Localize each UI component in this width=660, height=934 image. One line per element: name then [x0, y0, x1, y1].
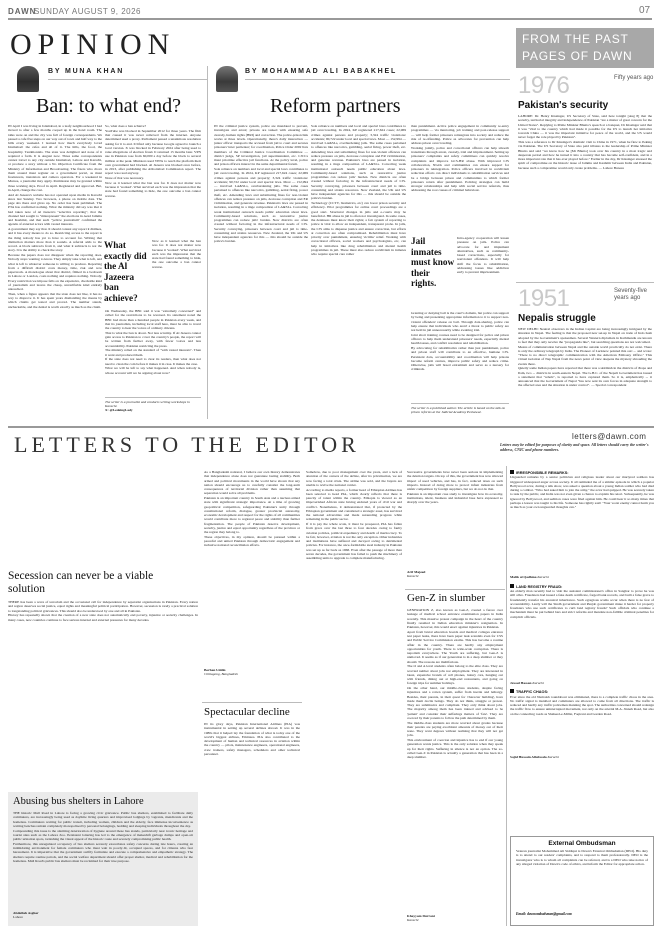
letters-title: LETTERS TO THE EDITOR [14, 432, 360, 457]
letter-bus-shelters-box [8, 792, 198, 926]
letters-divider [405, 589, 505, 590]
middle-sig-text: The writer is a published author. The article is based on the talk on prison reforms at the Judicial Academy Peshawar. [411, 406, 506, 415]
letter-genz-body: GENERATION Z, also known as Gen-Z, created a furore over leakage of medical school entrance examination papers in India recently. This massive protest campaign in the heart of the country finally resulted in Indian education minister's resignation. In Pakistan, however, this would enact against injustices in Pakistan. Apart from brutal education boards and medical colleges entrance test paper leaks, there have been paper leak scandals even for CSS and Public Service Commission exams. This has become a routine affair in the country. There are hardly any employment opportunities for youth. There is wide-scale corruption. There is nepotism everywhere. The Youth are suffering, but Gen-Z is unmoved. It seems as if our generation is in a deep slumber or they should. The reasons are multifarious. The O and A level students often belong to the elite class. They are worried neither about jobs nor employment. They are interested in latest, expensive brands of cell phones, luxury cars, hanging out with friends, dining out at high-end restaurants, and going on foreign trips for summer holidays. On the other hand, our middle-class students, despite facing injustices and a rotten system, suffer from inertia and lethargy. Besides, their parents, in their quest for 'character building', have made them docile beings. They do not think, struggle or protest. They are submissive and compliant. They only think about jobs. The majority among them has been trained and advised to be 'patient' and consider their sufferings matters of 'fate'. They are coerced by their parents to follow the path determined by them. The middle-class students are more worried about grades because their parents are paying exorbitant amounts of money out of their none. They want degrees without realising that they will not get jobs. This environment of coercion and injustice has to end if our young generation wants justice. This is the only solution when they speak up for their rights. Suffering in silence is not an option. The so-called Gen-Z in Pakistan is actually a generation that has been in a deep slumber. [407, 608, 503, 759]
left-headline: Ban: to what end? [36, 95, 181, 117]
left-article-col1: IN April I was living in Islamabad, in a leafy neighbourhood I had moved to after a few months cooped up in the hotel room. The talks were on and the city was full of foreign correspondents. We passed a cafe five steps on our way out of town and half way to the hills every weekend. I learned how much everybody loved Islamabad: the cafes and all of it. The hills, the food, the hospitality. Testimonials. The state was delighted and none of it required a form. It is August now. Three same correspondents cannot travel to any city outside Islamabad, Lahore and Karachi, or produce a story without a No Objection Certificate from the Ministry of Information and Broadcasting. The fixers who drove them around must register on a government portal, as must freelancers, translators and camera operators. For a weekend in Murree, a journalist may apply. Permission may be granted within three working days. Proof in April. Registered and approved. But, in April, change the cast. And Al Jazeera's website has not operated upon media in Karachi since last Sunday. Two browsers, a phone on mobile data. The page sits there and gives up. No order has been published. The PTA has confirmed nothing. What the ministry did say was that it had taken note of Al Jazeera's "selective reporting", that the channel had sought to "misrepresent" the elections in Azad Jammu and Kashmir, and that such "yellow journalism" confirmed the agenda of external actors with vested interests. A government may say that. It should contest any report it dislikes, and it has every means to do so. Restricting access to the report is the thing nobody has yet to have to account for. Writing that distinction matters more than it sounds. A referral adds to the record. A block subtracts from it, and what it subtracts is not the story. It is the ability to check the story. Because the papers does not disappear when the reporting does. Nobody stops wanting to know. They simply take what is left, and what is left is whatever someone is willing to produce. Reporting from a difficult district costs money, time, risk and now paperwork. A monologue about that district, filmed in a bedroom in Lahore or London, costs nothing and requires nothing. Nobody. Every restriction we impose falls on the expensive, checkable kind of journalism and leaves the cheap, unverifiable kind entirely untouched. Then, when a figure appears that the state does not like, it has no way to disprove it. It has spent years dismantling the means by which claims get tested and proved. The number stands, uncheckable, and the denial is worth exactly as much as the claim. [8, 124, 102, 309]
left-sig-handle: X: @LedeingLady [105, 408, 133, 413]
past-item-1-body: LAHORE: Dr. Henry Kissinger, US Secretary of State, said here tonight [Aug 8] that the security, territorial integrity and independence of Pakistan "are a matter of great concern for the United States". Replying to Prime Minister Bhutto's speech at a banquet, Dr Kissinger said that it was "vital to the country which had made it possible for the US to launch her initiative towards China — it was the important initiative for peace of the world, and the US would never forget the role played by Pakistan". This was a reference to Dr Kissinger's dramatic visit to China in 1971, when he flew to Peking via Pakistan. The US Secretary of State also paid tributes to the leadership of Prime Minister Bhutto and said "we know how he [Mr Bhutto] took over his country in a most tragic and desperate period and how he turned it into a country that has become self-confident, and in a more important role that it has ever played before." Earlier in the day, Dr Kissinger stressed the spirit of compromise on the historic issue of Jammu and Kashmir between India and Pakistan, because such a compromise would only create problems. — Lahore Bureau [518, 114, 652, 170]
left-article-col2-bottom: On Wednesday, the BBC said it was "extremely concerned" and called for the restrictions to be reversed. Its statement noted the BBC had more than a hundred people in Pakistan every week, and that its journalists, including local staff here, must be able to travel the country to hear the voices of ordinary citizens. That is what the ban is about. Not less scrutiny. If Al Jazeera cannot gain access to Pakistan to cover the country's people, the report will be written from further away, with fewer voices and less accountability. Pakistan restricting the press. The ministry relied on the standard of "with vested interests". Then it went and produced them. If the state does not need to clear its readers, then what does not need to clean the coin before it makes it in case. It makes the case. What we will be left to say what happened. And when nobody is, whose account will we be arguing about now? [105, 309, 201, 375]
letter-decline-col2: Somehow, due to poor management over the years, and a lack of attention of the owners of the airline, after its privatisation, we are now facing a total crisis. The airline was sold, and the buyers are unable to revive the national carrier. According to media reports, a former head of Ethiopian Airlines has been selected to head PIA, which clearly reflects that there is paucity of talent within the country. Ethiopia is viewed as an impoverished African state having endured years of civil war and conflict. Nonetheless, it demonstrated that, if protected by the Ethiopian government and considered a strategic asset, has survived the national adversities and made astounding progress while remaining in the public sector. If it is pay the whole scale, it must be prospered, PIA has fallen from grace over the last three to four decades owing to faulty aviation policies, political expediency and dearth of meritocracy. To be fair, however, aviation is not the only exception. Other industries and institutions have suffered and decayed owing to detrimental policies. For instance, the once-formidable steel industry in Pakistan was set up as far back as 1968. Even after the passage of more than seven decades, the government has failed to push the machinery of assembling units to upgrade to complete manufacturing. [306, 470, 402, 560]
masthead [0, 0, 660, 22]
left-article-col2-side: Now as it learned what the ban was for. It does not matter now because it 'worked'. What survived each was the impression that the state had found something to hide, the one outcome a ban cannot reverse. [152, 239, 201, 269]
past-pages-banner [516, 28, 654, 68]
short-letter-traffic: TRAFFIC CHAOS: Ever since the old Numaish roundabout was eliminated, there is a complete traffic chaos in the area. No traffic signal is installed and commuters are allowed to come from all directions. The traffic is reduced and hardly any traffic policemen manning the spot. The authorities concerned should redesign the traffic flow to ensure uninterrupted movement, not only on the arterial M.A. Jinnah Road, but also on the connecting roads as Shaheed-e-Millat, Faqirani and Garden Road. Sajid Hussain Allahwala Karachi [510, 690, 654, 759]
past-pages-title-1: FROM THE PAST [522, 32, 629, 46]
letter-genz [407, 592, 503, 928]
letter-decline-headline: Spectacular decline [204, 706, 290, 718]
middle-pull-quote [411, 236, 455, 306]
left-signature [105, 397, 201, 417]
left-article-col2-top: So, what does a ban achieve? YouTube was blocked in September 2012 for three years. The film that caused it was never removed from the internet. Anyone determined used a proxy. Parliament passed a unanimous resolution asking for it to end. It lifted only because Google agreed to launch a local version. X was blocked in February 2024 after being used to raise allegations of election fraud. It returned 15 months later. VPN use in Pakistan rose from 60,000 a day before the block to several million at the peak. Ministers used VPNs to reach the platform their own government had blocked. Al Jazeera was blocked once before, in 2013, after publishing the Abbottabad Commission report. The report was read anyway. None of that was necessary. Now as it learned what the ban was for. It does not matter now because it 'worked'. What survived each was the impression that the state had found something to hide, the one outcome a ban cannot reverse. [105, 124, 201, 198]
ombudsman-title: External Ombudsman [548, 840, 616, 847]
bullet-icon [510, 689, 514, 693]
letter-decline-col3: Successive governments have never been serious in implementing the deletion targets. On top of this, the government has now allowed import of used vehicles, and has, in fact, reduced taxes on such imports. Instead of doing more to protect infant industries from unfair competition by foreign suppliers, but we do not do that. Pakistan is an important case study to investigate how its economy, institutions, talent, business and industrial base have expressed so sharply over the years. Arif Majeed Karachi [407, 470, 503, 579]
letter-bus-shelters-headline: Abusing bus shelters in Lahore [13, 796, 144, 807]
past-item-1-year: 1976 [518, 72, 570, 99]
middle-signature [411, 403, 509, 419]
ombudsman-box [510, 836, 654, 926]
letters-top-rule [8, 426, 654, 428]
middle-article-col3-bottom: Granting or denying bail is the court's domain, but police can support by being and presenting appropriate information to it to support non-violent offenders' release on bail. Through data-sharing, police can help ensure that individuals who aren't a threat to public safety are not held in jail unnecessarily while awaiting trial. Joint short training courses need to be designed for police and prison officers to help them understand prisoners' needs, especially mental health issues, and conflict resolution and rehabilitation. By advocating for rehabilitative rather than just punishment, police and prison staff will contribute to an effective, humane CJS. Persistent data, accountability and coordination will help prisons become reform centres, improve public safety and reduce crime. Otherwise, jails will breed extremism and serve as a nursery for criminals. [411, 311, 509, 372]
past-pages-title-2: PAGES OF DAWN [522, 49, 633, 63]
short-letter-remarks: IRRESPONSIBLE REMARKS: Unguarded remarks by a senior politician and religious leader about our martyred soldiers has triggered widespread anger across society. It all reminded me of a similar episode in which a popular Bollywood actor, during a talk show, was asked a question about a young Indian soldier who had died during a combat. "Who had asked him to join the army," the actor had quipped. He was severely taken to task by the public, and India was not even given a chance to explain his retort. Subsequently, he was ignored by Bollywood, and sedition cases were filed against him. He could hear it so many times that perhaps a lesson was taught to his life. Someone has rightly said: "Your worst enemy cannot harm you as much as your own unguarded thoughts can." Malik al Qadhma Karachi [510, 471, 654, 580]
column-divider [207, 66, 208, 419]
letter-secession [8, 570, 198, 788]
ombudsman-email[interactable]: Email: dawnombudsman@gmail.com [516, 912, 572, 916]
letter-bus-shelters-body: THE historic Mall Road in Lahore is facing a growing civic grievance. Public bus shelters, established to facilitate daily commuters, are increasingly being used as daytime living quarters and improvised lodgings by vagrants, mendicants and the homeless. Commuters waiting for public transit, including women, children and the elderly, face immense inconvenience as waiting benches remain completely monopolised by personal belongings, bedding and sleeping individuals throughout the day. Compounding this issue is the alarming deterioration of hygiene around these bus stands, particularly near iconic heritage and tourist sites such as the Lahore Zoo. Persistent loitering has led to the emergence of makeshift garbage dumps and open-air public urination spots, tarnishing the visual appeal of the historic route and severely compromising public health. Furthermore, this unregulated occupancy of bus shelters severely exacerbates safety concerns during late hours, creating an intimidating environment for female commuters who must wait in poorly-lit, occupied spaces, and for citizens who fear harassment. It is imperative that the government swiftly formulate and execute a comprehensive and empathetic strategy. The shelters require routine patrols, and the social welfare department should offer proper shelter, medical and rehabilitation for the homeless. Mall Road's public bus shelters must be reclaimed for their true purpose. [13, 811, 193, 863]
middle-byline: BY MOHAMMAD ALI BABAKHEL [245, 68, 398, 75]
masthead-rule [8, 18, 652, 20]
letter-spectacular-decline [204, 706, 300, 928]
left-byline-rule [48, 79, 208, 80]
pull-quote-text: What exactly did the Al Jazeera ban achieve? [104, 240, 147, 303]
author-photo-icon [216, 66, 238, 92]
past-item-1-headline: Pakistan's security [518, 100, 609, 111]
masthead-date: SUNDAY AUGUST 9, 2026 [34, 7, 141, 16]
left-sig-text: The writer is a journalist and conducts writing workshops in Karachi. [105, 400, 190, 409]
past-item-2 [516, 285, 654, 420]
left-byline: BY MUNA KHAN [48, 68, 125, 75]
letter-secession-body: THERE has been a wave of terrorism and the occasional call for independence by separatist organisations in Pakistan. Every nation and region deserves social justice, equal rights and meaningful political participation. However, secession is rarely a practical solution to longstanding political grievances. This should also be understood by one and all in Pakistan. History has repeatedly shown that the creation of a new state does not automatically end poverty, injustice or security challenges. In many cases, new countries continue to face serious internal and external pressures for many decades. [8, 600, 198, 622]
letter-bus-shelters-sig: Abdullah Asghar Lahore [13, 911, 39, 920]
bullet-icon [510, 584, 514, 588]
letters-divider [506, 466, 507, 926]
letters-divider [202, 702, 302, 703]
letter-genz-headline: Gen-Z in slumber [407, 592, 486, 604]
letter-bangladesh [204, 470, 300, 700]
past-item-2-year: 1951 [518, 285, 570, 312]
letter-genz-sig: Khayyam Durrani Karachi [407, 914, 435, 923]
letter-decline-sig: Arif Majeed Karachi [407, 570, 426, 579]
author-photo-icon [17, 66, 39, 92]
past-item-1 [516, 72, 654, 282]
past-divider [516, 282, 654, 283]
masthead-paper: DAWN [8, 7, 37, 16]
bullet-icon [510, 470, 514, 474]
middle-byline-rule [245, 79, 510, 80]
past-item-1-tag: Fifty years ago [614, 75, 654, 81]
letters-email[interactable]: letters@dawn.com [572, 432, 647, 441]
masthead-page: 07 [639, 5, 651, 16]
letter-decline-body: IN its glory days, Pakistan International Airlines (PIA) was instrumental in setting up several airlines abroad. It was in the 1980s that it helped lay the foundation of what is today one of the world's biggest airlines, Emirates. PIA also contributed to the development of human and technical resources in aviation within the country — pilots, maintenance engineers, operational engineers, crew trainers, safety managers, schedulers and other technical personnel. [204, 722, 300, 756]
letters-note: Letters may be edited for purposes of clarity and space. All letters should carry the writer's address, CNIC and phone numbers. [500, 443, 649, 452]
middle-article-col1: IN the criminal justice system, police are mandated to prevent, investigate and arrest; prisons are tasked with ensuring safe custody, human rights (HRI) and correction. The police-prison link works at three levels. Operationally, there's daily interaction — junior officer transports the accused from jail to court and secures prisoners' inter partienter; for coordination, Police Order 2002 lists members of the Criminal Justice Coordination Committee — district judge, SP investigation, jail superintendent, etc. CJCCs must prioritise effective jail functions. At the policy level, police and prison officers interact in the same departmental forum. Sole reliance on numbers and local and special laws contributes to jail overcrowding. In 2024, KP registered 217,624 cases; 22,969 crimes against persons and property; 3,324 traffic violations/ accidents; 90,722 under local and special laws. Most — 152,994 — involved LA&SLs, overburdening jails. The same cases pertained to offences like narcotics, gambling, aerial firing, power theft, etc. Amending laws and substituting fines for non-violent offences can reduce pressure on jails, decrease corruption and ER victimisation, and generate revenue. Pakistan's laws are passed in isolation, resulting in a tinge composition of LA&SLs. Correcting weak institutional outreach needs public education about laws. Community-based solutions, such as restorative justice programmes can reduce jails' burden. New districts are often created without factoring in the infrastructural needs of CJS. Security conveying, prisoners between court and jail is time-consuming and strains resources. New Zealand, the UK and US have independent agencies for this — this should be outside the police's burden. [214, 124, 308, 244]
middle-article-col3-top: than punishment. Active police engagement in community re-entry programmes — via mentoring, job training and post-release support — will help former prisoners reintegrate into society and reduce the risk of re-offending. Police as advocates for prevention can help address prison overcrowding. Working jointly, police and correctional officers can help smooth transitions through arrest, custody, trial and imprisonment. Setting up prisoners' complaints and safety committees can quickly resolve complaints and improve GCS-HR abuse. With improved CJS collaboration, NGOs and communities can ensure support for prisoners in reintegration. Police officers involved in recidivism reduction efforts can direct individuals to rehabilitation services and be a bridge between prison and communities to which former prisoners return after punishment. Policing strategies can build stronger relationships and help with social service referrals, thus addressing the root causes of criminal behaviour. [411, 124, 509, 193]
ombudsman-body: Veteran journalist Mohammad Ali Siddiqui is Dawn's External Ombudsman (DEO). His duty is to attend to our readers' complaints, and to respond to them professionally. DEO is the investigator who is to whom all complaints can be referred, and is a DEO who take notice of any alleged violation of Dawn's code of ethics, and inform the Editor for appropriate action. [516, 849, 648, 866]
past-item-2-tag: Seventy-five years ago [614, 288, 648, 301]
letter-secession-headline: Secession can never be a viable solution [8, 570, 154, 595]
opinion-title: OPINION [10, 28, 176, 61]
letter-bangladesh-body: As a Bangladeshi national, I believe our own history demonstrates that independence alone does not guarantee lasting stability. Both armed and political movements in the world have shown that any nation should encourage us to carefully consider the long-term consequences of territorial division rather than assuming that separation would solve all problems. Pakistan is an important country in South Asia and a nuclear-armed state with significant strategic importance. At a time of growing geopolitical competition, safeguarding Pakistan's unity through constitutional reform, dialogue, greater provincial autonomy, economic development and respect for the rights of all communities would contribute more to regional peace and stability than further fragmentation. The people of Pakistan deserve development, security, justice and equal opportunity regardless of the province or the region they belong to. These objectives, in my opinion, should be pursued within a peaceful and united Pakistan through democratic engagement and inclusive national reconciliation efforts. [204, 470, 300, 548]
past-item-2-headline: Nepalis struggle [518, 313, 596, 324]
letter-bangladesh-sig: Borhan Uddin Chittagong, Bangladesh [204, 668, 239, 677]
past-item-2-body: NEW DELHI: Neutral observers in the Indian Capital are being increasingly intrigued by the situation in Nepal. The feeling is that the proposed new set-up in Nepal on trade of Indo hash adopted by the Government's spokesmen. Several Western diplomats in Kathmandu are known to feel that they only receive the "propaganda line", but searching questions are not welcomed. Means of communication between Nepal and the outside world practically do not exist. There is only the ordinary telegraph by India. The Pioneer of Lucknow pointed this out: ... and wrote: "There is no direct telegraphic communication with the American Embassy Office." This virtual isolation of Nep Nepal from the news point of view deepens the mystery shrouding the events there. Quietly some Indian papers have reported that there was a skirmish in the districts of Jhapa and Ilam, two ... districts in south-eastern Nepal. The G.H.C. of the Nepali Government has issued a statement that "rebels", is reported to have captured them. So it is, emphatically ... it announced that the Government of Nepal "has now sent its own forces in adequate strength to the affected area and the situation is under control". — Special correspondent [518, 327, 652, 388]
middle-article-col3-side: Intra-agency cooperation will lessen pressure on jails. Police can advocate for and implement alternatives, such as community-based corrections, especially for nonviolent offenders. It will help shift the focus to rehabilitation, addressing issues like addiction early to prevent imprisonment. [457, 236, 509, 274]
middle-article-col2: Sole reliance on numbers and local and special laws contributes to jail overcrowding. In 2024, KP registered 217,624 cases; 22,969 crimes against persons and property; 3,324 traffic violations/ accidents; 90,722 under local and special laws. Most — 152,994 — involved LA&SLs, overburdening jails. The same cases pertained to offences like narcotics, gambling, aerial firing, power theft, etc. Amending laws and substituting fines for non-violent offences can reduce pressure on jails, decrease corruption and ER victimisation, and generate revenue. Pakistan's laws are passed in isolation, resulting in a tinge composition of LA&SLs. Correcting weak institutional outreach needs public education about laws. Community-based solutions, such as restorative justice programmes can reduce jails' burden. New districts are often created without factoring in the infrastructural needs of CJS. Security conveying, prisoners between court and jail is time-consuming and strains resources. New Zealand, the UK and US have independent agencies for this — this should be outside the police's burden. Technology (CCTV, biometrics, etc) can boost prison security and efficiency. Pilot programmes for online court proceedings are a good start. Structural changes in jails and e-courts may be beneficial. HR abuse in jail is often not investigated. In some cases, the detainees must know their rights; a fair system of reporting to police is vital to allow an independent, transparent probe. In jails, the CJS aims to dispense justice and ensure correction, but efforts at correction are often compromised. Rehabilitation must have priority over punishment, ensuring victims' relief. Working with correctional officers, social workers and psychologists, etc, can help in initiatives like drug rehabilitation and mental health programmes in jail. These must also reduce recidivism in inmates who require special care rather [311, 124, 406, 256]
middle-pull-quote-text: Jail inmates must know their rights. [411, 236, 455, 288]
left-pull-quote [104, 240, 150, 306]
short-letters-column [510, 470, 654, 810]
short-letter-land-fraud: LAND REGISTRY FRAUD: An elderly man recently had to visit the assistant commissioner's office in Sanghar to prove he was still alive. Fraudsters had issued a fake death certificate, forged bank records, and built a false grave to fraudulently transfer his ancestral inheritance. Such egregious scams occur when there is no fear of accountability. Lastly will the Sindh government and Punjab government make it harder for property fraudsters who use such certificates to curb land registry frauds? Such officials who continue a mechanism must be put behind bars and strict reforms and mandate non-fallible criminal penalties for complicit officials. Jawad Hassan Karachi [510, 584, 654, 686]
middle-headline: Reform partners [270, 95, 401, 117]
